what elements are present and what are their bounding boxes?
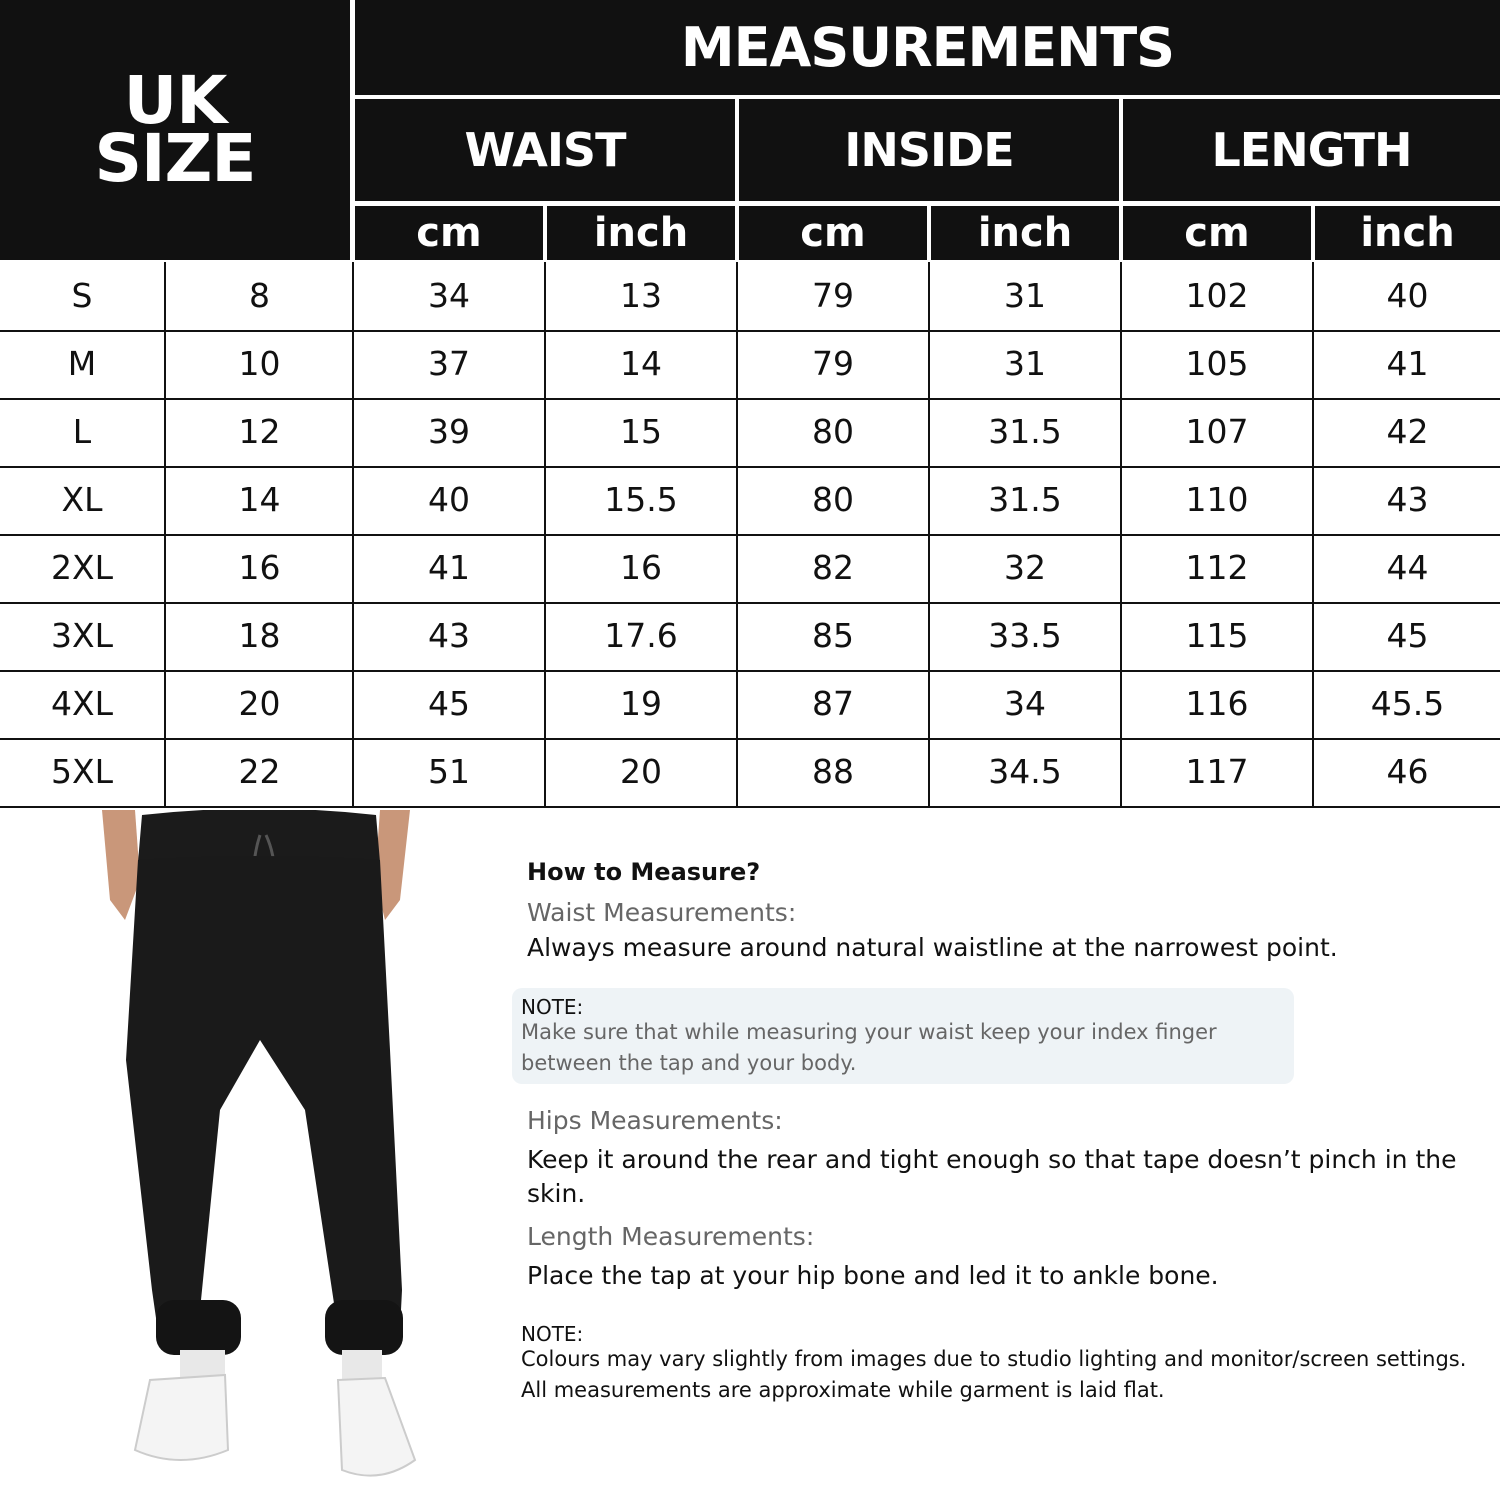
cell-waist-inch: 13 (620, 275, 662, 315)
cell-length-inch: 40 (1386, 275, 1429, 315)
cell-inside-cm: 80 (812, 411, 854, 451)
table-row (0, 602, 1500, 672)
cell-inside-inch: 32 (1004, 547, 1046, 587)
waist-group-header: WAIST (355, 99, 735, 201)
cell-length-cm: 116 (1185, 683, 1249, 723)
cell-size: 5XL (51, 751, 113, 791)
cell-inside-cm: 87 (812, 683, 854, 723)
cell-uk-size: 12 (238, 411, 281, 451)
cell-length-inch: 44 (1386, 547, 1429, 587)
inside-group-header: INSIDE (739, 99, 1119, 201)
table-row (0, 738, 1500, 808)
table-column-divider (1120, 262, 1122, 807)
cell-size: M (67, 343, 97, 383)
length-heading: Length Measurements: (527, 1222, 815, 1251)
cell-size: L (72, 411, 92, 451)
how-to-measure-title: How to Measure? (527, 858, 761, 886)
table-row (0, 670, 1500, 740)
cell-waist-cm: 51 (428, 751, 470, 791)
unit-header-inside-inch: inch (931, 206, 1119, 260)
cell-waist-cm: 43 (428, 615, 470, 655)
cell-inside-inch: 31 (1004, 275, 1046, 315)
cell-size: 2XL (51, 547, 113, 587)
cell-length-cm: 102 (1185, 275, 1249, 315)
cell-inside-cm: 82 (812, 547, 854, 587)
waist-heading: Waist Measurements: (527, 898, 797, 927)
table-column-divider (1312, 262, 1314, 807)
cell-waist-inch: 16 (620, 547, 662, 587)
table-column-divider (928, 262, 930, 807)
unit-header-length-inch: inch (1315, 206, 1500, 260)
table-row (0, 262, 1500, 332)
cell-inside-inch: 31.5 (988, 411, 1062, 451)
cell-uk-size: 22 (238, 751, 281, 791)
cell-waist-inch: 15 (620, 411, 662, 451)
cell-inside-cm: 88 (812, 751, 854, 791)
note2-text: Colours may vary slightly from images due to studio lighting and monitor/screen settings. All measurements are approximate while garment is laid flat. (521, 1347, 1467, 1402)
note1-text: Make sure that while measuring your waist keep your index finger between the tap and your body. (521, 1020, 1217, 1075)
uk-size-line1: UK (123, 62, 227, 139)
measurements-header: MEASUREMENTS (355, 0, 1500, 95)
cell-length-inch: 41 (1386, 343, 1429, 383)
cell-inside-inch: 33.5 (988, 615, 1062, 655)
cell-waist-inch: 15.5 (604, 479, 678, 519)
cell-uk-size: 10 (238, 343, 281, 383)
unit-header-length-cm: cm (1123, 206, 1311, 260)
cell-length-inch: 42 (1386, 411, 1429, 451)
table-row (0, 466, 1500, 536)
cell-length-cm: 110 (1185, 479, 1249, 519)
cell-waist-inch: 20 (620, 751, 662, 791)
length-group-header: LENGTH (1123, 99, 1500, 201)
cell-inside-cm: 85 (812, 615, 854, 655)
cell-size: S (71, 275, 93, 315)
jogger-pants-model-image (80, 810, 440, 1495)
cell-length-cm: 112 (1185, 547, 1249, 587)
hips-heading: Hips Measurements: (527, 1106, 783, 1135)
table-row (0, 534, 1500, 604)
unit-header-inside-cm: cm (739, 206, 927, 260)
unit-header-waist-inch: inch (547, 206, 735, 260)
unit-header-waist-cm: cm (355, 206, 543, 260)
cell-waist-inch: 17.6 (604, 615, 678, 655)
cell-waist-cm: 37 (428, 343, 470, 383)
cell-waist-cm: 39 (428, 411, 470, 451)
table-row (0, 398, 1500, 468)
cell-inside-inch: 34 (1004, 683, 1046, 723)
cell-waist-cm: 40 (428, 479, 470, 519)
hips-text: Keep it around the rear and tight enough so that tape doesn’t pinch in the skin. (527, 1145, 1457, 1208)
cell-length-cm: 105 (1185, 343, 1249, 383)
cell-inside-inch: 31.5 (988, 479, 1062, 519)
cell-inside-cm: 79 (812, 343, 854, 383)
uk-size-line2: SIZE (94, 120, 256, 197)
cell-inside-inch: 31 (1004, 343, 1046, 383)
cell-size: 4XL (51, 683, 113, 723)
cell-uk-size: 14 (238, 479, 281, 519)
cell-uk-size: 8 (249, 275, 270, 315)
cell-length-inch: 43 (1386, 479, 1429, 519)
cell-length-inch: 46 (1386, 751, 1429, 791)
cell-inside-inch: 34.5 (988, 751, 1062, 791)
waist-text: Always measure around natural waistline at the narrowest point. (527, 933, 1338, 962)
cell-waist-cm: 45 (428, 683, 470, 723)
cell-waist-cm: 41 (428, 547, 470, 587)
table-column-divider (352, 262, 354, 807)
cell-uk-size: 18 (238, 615, 281, 655)
note1-label: NOTE: (521, 995, 584, 1019)
cell-inside-cm: 80 (812, 479, 854, 519)
cell-waist-inch: 19 (620, 683, 662, 723)
table-row (0, 330, 1500, 400)
cell-uk-size: 16 (238, 547, 281, 587)
table-column-divider (164, 262, 166, 807)
cell-length-inch: 45.5 (1370, 683, 1445, 723)
table-column-divider (736, 262, 738, 807)
note2-label: NOTE: (521, 1322, 584, 1346)
cell-length-cm: 117 (1185, 751, 1249, 791)
table-column-divider (544, 262, 546, 807)
cell-size: 3XL (51, 615, 113, 655)
cell-uk-size: 20 (238, 683, 281, 723)
length-text: Place the tap at your hip bone and led it to ankle bone. (527, 1261, 1219, 1290)
cell-inside-cm: 79 (812, 275, 854, 315)
cell-size: XL (61, 479, 103, 519)
uk-size-header (0, 0, 350, 260)
cell-waist-cm: 34 (428, 275, 470, 315)
cell-waist-inch: 14 (620, 343, 662, 383)
cell-length-cm: 107 (1185, 411, 1249, 451)
cell-length-inch: 45 (1386, 615, 1429, 655)
cell-length-cm: 115 (1185, 615, 1249, 655)
